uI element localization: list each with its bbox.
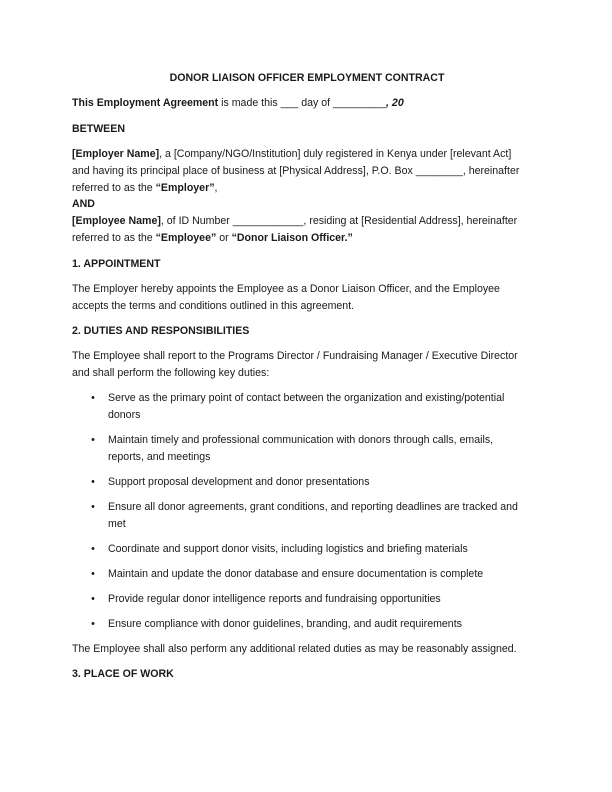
section-3-heading: 3. PLACE OF WORK <box>72 668 174 680</box>
employer-line-3-pre: referred to as the <box>72 182 156 194</box>
employer-name: [Employer Name] <box>72 148 160 160</box>
employee-line-1 <box>72 215 517 228</box>
document-title: DONOR LIAISON OFFICER EMPLOYMENT CONTRACT <box>169 72 445 84</box>
bullet-glyph: • <box>91 434 95 446</box>
section-1-line-2: accepts the terms and conditions outlined in this agreement. <box>72 300 355 312</box>
employee-line-1-rest: , of ID Number ____________, residing at [Residential Address], hereinafter <box>160 215 518 227</box>
list-item-line-1: Maintain and update the donor database and ensure documentation is complete <box>108 568 484 580</box>
bullet-glyph: • <box>91 501 95 513</box>
section-2-closing: The Employee shall also perform any additional related duties as may be reasonably assigned. <box>72 643 517 655</box>
bullet-glyph: • <box>91 593 95 605</box>
bullet-glyph: • <box>91 618 95 630</box>
employer-line-1 <box>72 148 511 161</box>
donor-liaison-defined-term: “Donor Liaison Officer.” <box>231 232 353 244</box>
section-1-line-1: The Employer hereby appoints the Employee as a Donor Liaison Officer, and the Employee <box>72 283 500 295</box>
list-item-line-1: Serve as the primary point of contact between the organization and existing/potential <box>108 392 505 404</box>
section-2-line-2: and shall perform the following key duties: <box>72 367 270 379</box>
list-item-line-1: Coordinate and support donor visits, including logistics and briefing materials <box>108 543 468 555</box>
employee-defined-term: “Employee” <box>155 232 217 244</box>
between-label: BETWEEN <box>72 123 125 135</box>
list-item-line-1: Maintain timely and professional communication with donors through calls, emails, <box>108 434 494 446</box>
list-item-line-2: met <box>108 518 126 530</box>
employee-line-2 <box>72 232 353 245</box>
employer-line-1-rest: , a [Company/NGO/Institution] duly registered in Kenya under [relevant Act] <box>159 148 512 160</box>
list-item-line-1: Ensure compliance with donor guidelines, branding, and audit requirements <box>108 618 462 630</box>
bullet-glyph: • <box>91 568 95 580</box>
list-item-line-2: reports, and meetings <box>108 451 211 463</box>
intro-year: , 20 <box>386 97 404 109</box>
list-item-line-2: donors <box>108 409 141 421</box>
list-item-line-1: Support proposal development and donor presentations <box>108 476 370 488</box>
bullet-glyph: • <box>91 543 95 555</box>
list-item-line-1: Provide regular donor intelligence reports and fundraising opportunities <box>108 593 441 605</box>
employer-defined-term: “Employer” <box>155 182 215 194</box>
employer-line-2: and having its principal place of business at [Physical Address], P.O. Box ________, hereinafter <box>72 165 520 177</box>
intro-rest: is made this ___ day of _________ <box>218 97 387 109</box>
employer-line-3-post: , <box>214 182 218 194</box>
employer-line-3 <box>72 182 217 195</box>
and-label: AND <box>72 198 95 210</box>
section-2-heading: 2. DUTIES AND RESPONSIBILITIES <box>72 325 250 337</box>
intro-bold-lead: This Employment Agreement <box>72 97 219 109</box>
section-1-heading: 1. APPOINTMENT <box>72 258 161 270</box>
employee-name: [Employee Name] <box>72 215 161 227</box>
employee-line-2-mid: or <box>216 232 232 244</box>
section-2-line-1: The Employee shall report to the Programs Director / Fundraising Manager / Executive Director <box>72 350 518 362</box>
bullet-glyph: • <box>91 392 95 404</box>
bullet-glyph: • <box>91 476 95 488</box>
intro-line <box>72 97 404 110</box>
list-item-line-1: Ensure all donor agreements, grant conditions, and reporting deadlines are tracked and <box>108 501 518 513</box>
employee-line-2-pre: referred to as the <box>72 232 156 244</box>
